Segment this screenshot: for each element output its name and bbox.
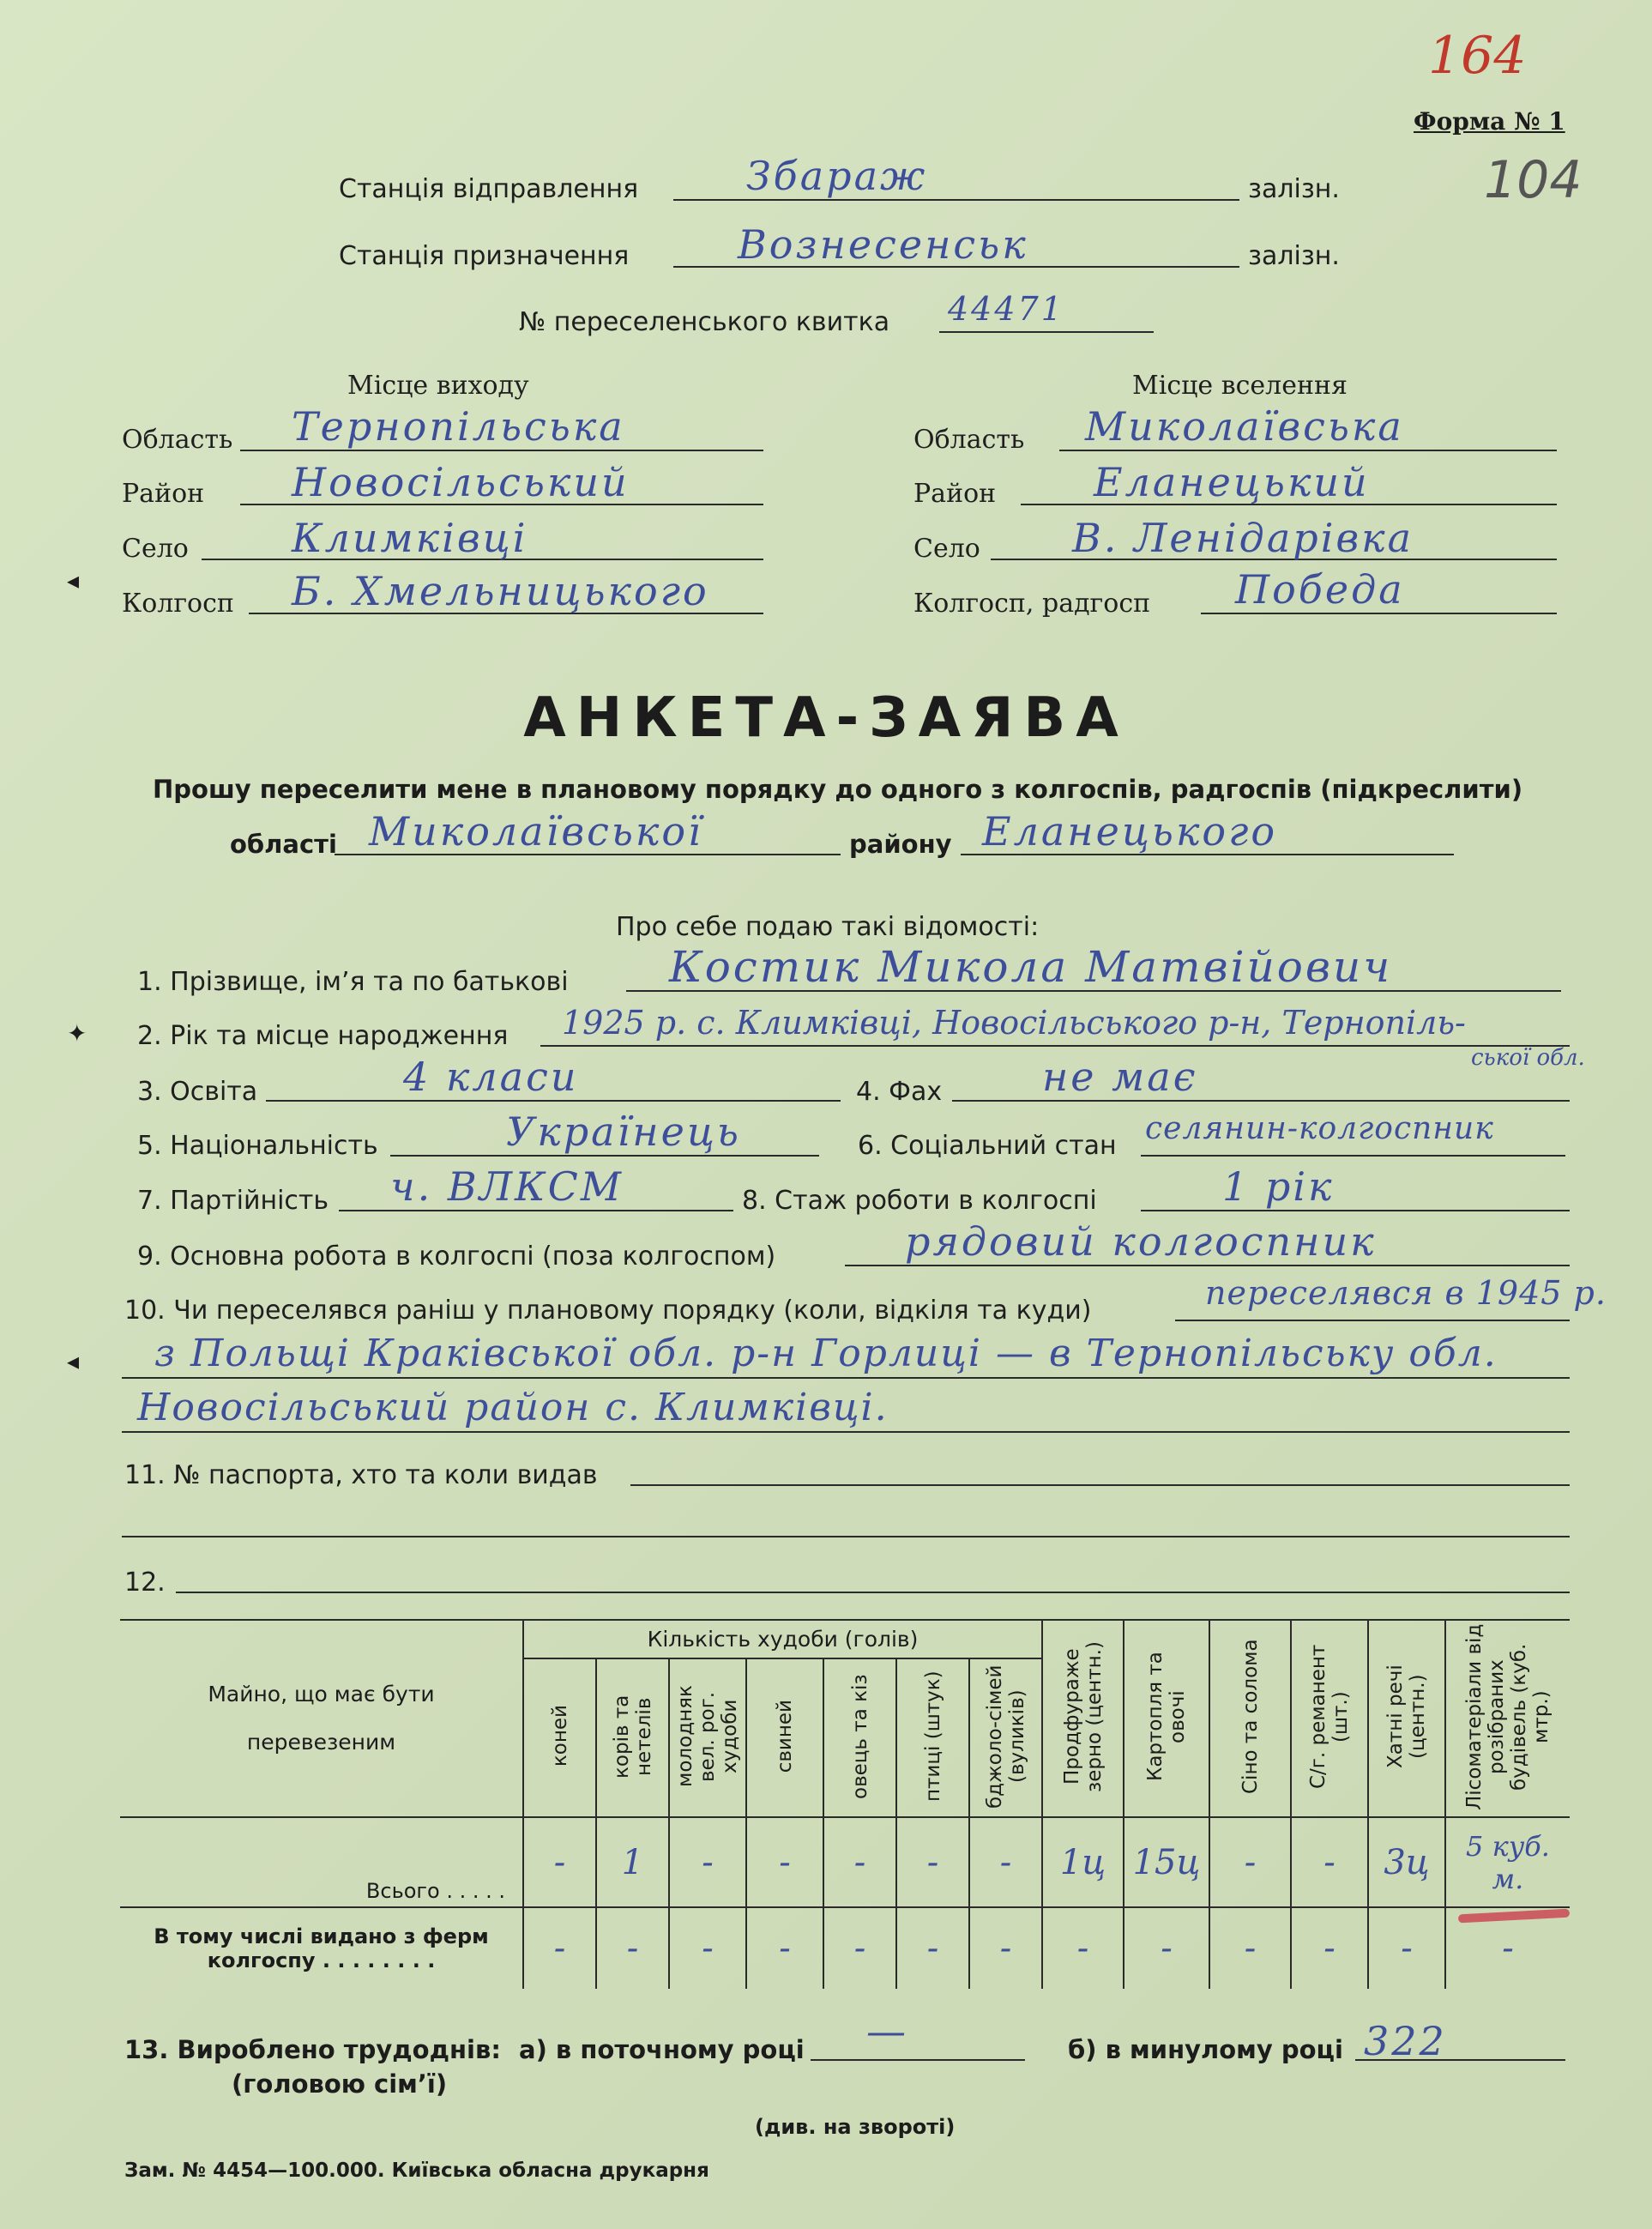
departure-station-value: Збараж: [746, 153, 928, 199]
page-title: АНКЕТА-ЗАЯВА: [523, 686, 1129, 750]
destination-raion-value: Еланецький: [1094, 459, 1370, 505]
field-9-line: [845, 1265, 1570, 1266]
field-5-label: 5. Національність: [137, 1131, 378, 1161]
row-farm-label: В тому числі видано з ферм колгоспу . . . . . . . .: [154, 1924, 489, 1972]
destination-oblast-value: Миколаївська: [1085, 403, 1404, 450]
field-9-value: рядовий колгоспник: [905, 1218, 1377, 1265]
field-11-line-2: [122, 1536, 1570, 1537]
archive-page-number-pencil: 104: [1484, 150, 1583, 210]
row-total-label: Всього . . . . .: [365, 1879, 505, 1903]
livestock-header: Кількість худоби (голів): [647, 1627, 919, 1652]
origin-kolhosp-label: Колгосп: [122, 589, 234, 619]
workdays-current-value: —: [866, 2008, 908, 2054]
property-header-cell: [120, 1620, 523, 1817]
footer-note: (див. на звороті): [755, 2115, 956, 2139]
request-oblast-label: області: [230, 830, 337, 859]
field-8-value: 1 рік: [1222, 1163, 1335, 1210]
col-header-8: [1124, 1620, 1209, 1817]
col-header-7: [1042, 1620, 1124, 1817]
field-1-value: Костик Микола Матвійович: [669, 942, 1393, 992]
farm-cell: -: [1209, 1907, 1291, 1989]
field-4-label: 4. Фах: [856, 1077, 943, 1107]
origin-oblast-line: [240, 450, 763, 451]
col-header-3: [746, 1658, 823, 1817]
workdays-previous-value: 322: [1364, 2018, 1447, 2064]
farm-cell: -: [896, 1907, 969, 1989]
origin-heading: Місце виходу: [347, 371, 529, 401]
column-header: свиней: [774, 1699, 796, 1773]
ticket-line: [939, 331, 1154, 333]
field-10-value-b: з Польщі Краківської обл. р-н Горлиці — в Тернопільську обл.: [154, 1332, 1498, 1375]
field-12-label: 12.: [124, 1568, 166, 1598]
destination-oblast-label: Область: [913, 425, 1025, 455]
field-6-value: селянин-колгоспник: [1145, 1111, 1494, 1146]
arrival-station-label: Станція призначення: [339, 241, 630, 271]
col-header-5: [896, 1658, 969, 1817]
origin-selo-value: Климківці: [292, 515, 528, 561]
departure-station-line: [673, 199, 1239, 201]
field-6-line: [1141, 1155, 1565, 1157]
destination-kolhosp-line: [1201, 613, 1557, 614]
margin-mark-2: ✦: [67, 1019, 87, 1048]
request-oblast-value: Миколаївської: [369, 808, 703, 855]
livestock-header-cell: [523, 1620, 1042, 1658]
destination-kolhosp-value: Победа: [1235, 566, 1405, 613]
column-header: Картопля та овочі: [1144, 1652, 1189, 1782]
farm-cell: -: [523, 1907, 596, 1989]
total-cell: -: [969, 1817, 1042, 1907]
property-header: Майно, що має бути перевезеним: [208, 1682, 435, 1755]
column-header: птиці (штук): [921, 1670, 944, 1802]
field-10-value-c: Новосільський район с. Климківці.: [137, 1386, 889, 1429]
field-6-label: 6. Соціальний стан: [858, 1131, 1117, 1161]
farm-cell: -: [1445, 1907, 1570, 1989]
farm-cell: -: [969, 1907, 1042, 1989]
farm-cell: -: [1124, 1907, 1209, 1989]
column-header: овець та кіз: [848, 1673, 871, 1799]
field-8-line: [1141, 1210, 1570, 1211]
total-cell: 3ц: [1368, 1817, 1445, 1907]
field-9-label: 9. Основна робота в колгоспі (поза колгоспом): [137, 1241, 776, 1272]
ticket-value: 44471: [948, 290, 1064, 328]
total-cell: -: [523, 1817, 596, 1907]
table-row-farm: [120, 1907, 1570, 1989]
column-header: корів та нетелів: [610, 1694, 655, 1779]
column-header: Хатні речі (центн.): [1384, 1664, 1429, 1769]
col-header-4: [823, 1658, 896, 1817]
total-cell: 5 куб. м.: [1445, 1817, 1570, 1907]
field-1-label: 1. Прізвище, ім’я та по батькові: [137, 967, 569, 997]
arrival-station-value: Вознесенськ: [738, 221, 1028, 268]
destination-kolhosp-label: Колгосп, радгосп: [913, 589, 1151, 619]
farm-cell: -: [1291, 1907, 1368, 1989]
col-header-1: [596, 1658, 669, 1817]
farm-cell: -: [1368, 1907, 1445, 1989]
field-7-value: ч. ВЛКСМ: [390, 1163, 624, 1210]
total-cell: 1ц: [1042, 1817, 1124, 1907]
request-raion-label: району: [849, 830, 952, 859]
form-label: Форма № 1: [1414, 107, 1565, 136]
column-header: Сіно та солома: [1239, 1639, 1262, 1795]
field-12-line: [176, 1592, 1570, 1593]
col-header-2: [669, 1658, 746, 1817]
destination-raion-label: Район: [913, 479, 997, 509]
total-cell: -: [669, 1817, 746, 1907]
request-text: Прошу переселити мене в плановому порядку до одного з колгоспів, радгоспів (підкреслити): [153, 775, 1523, 804]
column-header: коней: [548, 1705, 571, 1767]
ticket-label: № переселенського квитка: [519, 307, 890, 337]
origin-kolhosp-value: Б. Хмельницького: [292, 568, 709, 614]
row-total-label-cell: [120, 1817, 523, 1907]
total-cell: -: [1209, 1817, 1291, 1907]
field-2-value-continuation: ської обл.: [1471, 1045, 1585, 1071]
margin-mark-1: ◂: [67, 566, 80, 595]
total-cell: -: [746, 1817, 823, 1907]
col-header-10: [1291, 1620, 1368, 1817]
field-3-label: 3. Освіта: [137, 1077, 258, 1107]
request-raion-value: Еланецького: [982, 808, 1278, 855]
field-7-line: [339, 1210, 733, 1211]
col-header-9: [1209, 1620, 1291, 1817]
field-11-label: 11. № паспорта, хто та коли видав: [124, 1460, 598, 1490]
farm-cell: -: [746, 1907, 823, 1989]
field-10-line-a: [1175, 1320, 1570, 1321]
farm-cell: -: [1042, 1907, 1124, 1989]
row-farm-label-cell: [120, 1907, 523, 1989]
destination-oblast-line: [1059, 450, 1557, 451]
farm-cell: -: [596, 1907, 669, 1989]
field-10-value-a: переселявся в 1945 р.: [1205, 1274, 1607, 1312]
field-4-value: не має: [1042, 1054, 1198, 1100]
total-cell: 1: [596, 1817, 669, 1907]
col-header-12: [1445, 1620, 1570, 1817]
field-11-line: [630, 1484, 1570, 1486]
field-5-line: [390, 1155, 819, 1157]
workdays-label: 13. Вироблено трудоднів:: [124, 2035, 501, 2064]
archive-page-number-red: 164: [1428, 26, 1527, 86]
origin-oblast-label: Область: [122, 425, 233, 455]
col-header-6: [969, 1658, 1042, 1817]
origin-raion-value: Новосільський: [292, 459, 630, 505]
field-3-line: [266, 1100, 841, 1102]
col-header-11: [1368, 1620, 1445, 1817]
table-row-total: [120, 1817, 1570, 1907]
column-header: С/г. реманент (шт.): [1307, 1644, 1352, 1790]
workdays-current-line: [811, 2059, 1025, 2061]
workdays-current-label: а) в поточному році: [519, 2035, 805, 2064]
departure-station-label: Станція відправлення: [339, 174, 639, 204]
col-header-0: [523, 1658, 596, 1817]
rail-suffix-1: залізн.: [1248, 174, 1340, 204]
workdays-sub: (головою сім’ї): [232, 2069, 448, 2099]
workdays-previous-label: б) в минулому році: [1068, 2035, 1343, 2064]
destination-selo-label: Село: [913, 534, 980, 564]
intro-text: Про себе подаю такі відомості:: [616, 912, 1040, 942]
column-header: молодняк вел. рог. худоби: [674, 1685, 741, 1787]
origin-raion-label: Район: [122, 479, 205, 509]
column-header: Продфураже зерно (центн.): [1060, 1641, 1106, 1792]
origin-oblast-value: Тернопільська: [292, 403, 625, 450]
column-header: бджоло-сімей (вуликів): [983, 1664, 1028, 1809]
total-cell: -: [896, 1817, 969, 1907]
farm-cell: -: [669, 1907, 746, 1989]
field-10-line-c: [122, 1431, 1570, 1433]
rail-suffix-2: залізн.: [1248, 241, 1340, 271]
property-table: [120, 1619, 1570, 1989]
field-2-line: [540, 1045, 1570, 1047]
total-cell: 15ц: [1124, 1817, 1209, 1907]
origin-selo-label: Село: [122, 534, 189, 564]
farm-cell: -: [823, 1907, 896, 1989]
destination-selo-value: В. Лeнідарівка: [1072, 515, 1414, 561]
field-10-label: 10. Чи переселявся раніш у плановому порядку (коли, відкіля та куди): [124, 1296, 1092, 1326]
field-2-value: 1925 р. с. Климківці, Новосільського р-н, Тернопіль-: [562, 1004, 1466, 1042]
field-4-line: [952, 1100, 1570, 1102]
total-cell: -: [1291, 1817, 1368, 1907]
total-cell: -: [823, 1817, 896, 1907]
destination-heading: Місце вселення: [1132, 371, 1348, 401]
field-2-label: 2. Рік та місце народження: [137, 1021, 509, 1051]
field-8-label: 8. Стаж роботи в колгоспі: [742, 1186, 1097, 1216]
column-header: Лісоматеріали від розібраних будівель (куб. мтр.): [1463, 1623, 1553, 1810]
field-7-label: 7. Партійність: [137, 1186, 329, 1216]
field-10-line-b: [122, 1377, 1570, 1379]
field-3-value: 4 класи: [403, 1054, 579, 1100]
field-5-value: Українець: [506, 1108, 741, 1155]
printer-imprint: Зам. № 4454—100.000. Київська обласна друкарня: [124, 2160, 709, 2182]
margin-mark-3: ◂: [67, 1347, 80, 1375]
